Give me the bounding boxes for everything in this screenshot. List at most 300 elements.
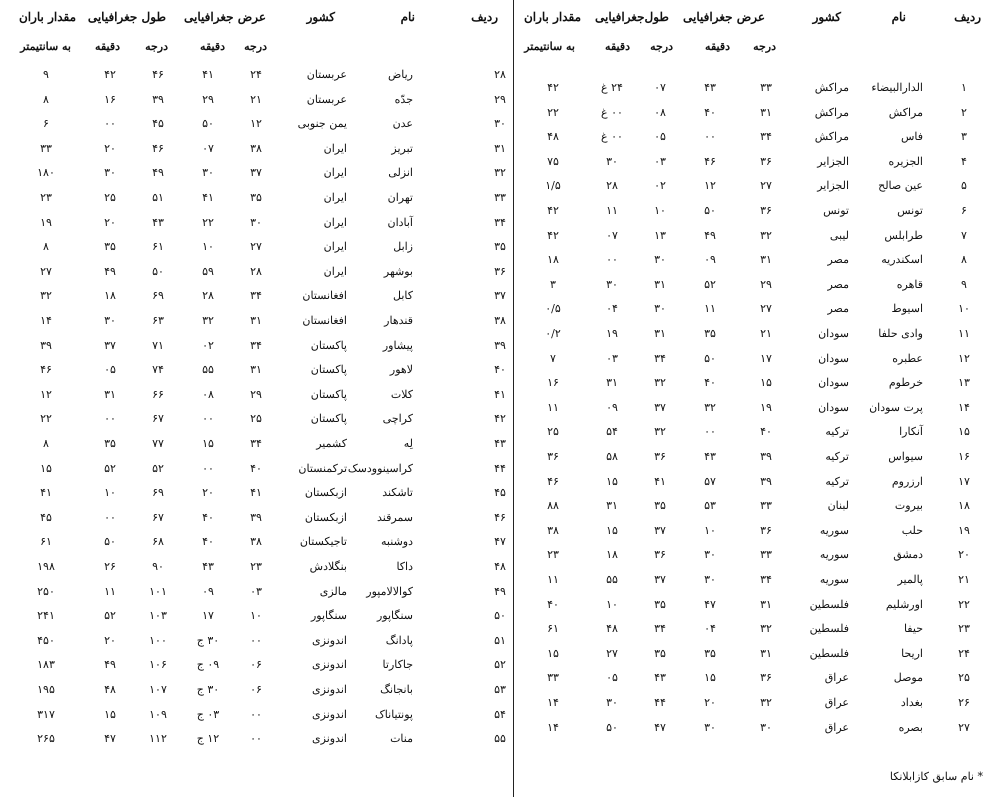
- table-row: [0, 634, 991, 654]
- cell-row-no: ۳۱: [494, 141, 506, 155]
- cell-country: ایران: [323, 191, 347, 204]
- cell-rainfall: ۴۲: [547, 81, 559, 94]
- cell-lon-degree: ۴۴: [654, 696, 666, 709]
- cell-city-name: جاکارتا: [382, 658, 413, 672]
- cell-lon-minute: ۲۷: [606, 646, 618, 660]
- cell-lat-minute: ۱۰: [202, 240, 214, 254]
- cell-lat-minute: ۵۵: [202, 363, 214, 377]
- cell-city-name: تبریز: [391, 141, 413, 155]
- cell-row-no: ۵: [961, 179, 967, 193]
- cell-city-name: کلات: [390, 387, 413, 401]
- cell-lon-minute: ۱۵: [606, 523, 618, 537]
- cell-lon-minute: ۳۱: [606, 499, 618, 513]
- cell-lat-degree: ۳۳: [760, 548, 772, 562]
- cell-lon-minute: ۰۰: [104, 510, 116, 524]
- cell-lon-minute: ۵۲: [104, 461, 116, 475]
- cell-lat-minute: ۲۲: [202, 215, 214, 229]
- footnote: * نام سابق کازابلانکا: [889, 770, 983, 783]
- cell-lon-degree: ۶۷: [152, 510, 164, 524]
- cell-city-name: داکا: [396, 560, 413, 573]
- cell-row-no: ۲۲: [958, 597, 970, 611]
- cell-rainfall: ۲۵: [547, 425, 559, 439]
- table-row: [0, 683, 991, 703]
- cell-lat-minute: ۳۰: [704, 573, 716, 586]
- cell-rainfall: ۱۸۰: [37, 166, 55, 180]
- cell-lat-minute: ۴۱: [202, 191, 214, 204]
- cell-row-no: ۹: [961, 277, 967, 291]
- cell-lon-degree: ۶۷: [152, 412, 164, 426]
- cell-lon-minute: ۴۸: [104, 683, 116, 696]
- cell-lon-degree: ۵۲: [152, 461, 164, 475]
- cell-rainfall: ۸۸: [547, 499, 559, 513]
- subheader-lat-degree-left: درجه: [244, 40, 267, 53]
- cell-country: ایران: [323, 141, 347, 155]
- cell-country: سودان: [818, 376, 849, 390]
- cell-lat-degree: ۳۱: [760, 253, 772, 267]
- cell-lon-degree: ۰۲: [654, 179, 666, 193]
- cell-lat-degree: ۱۰: [250, 609, 262, 623]
- cell-rainfall: ۶: [43, 117, 49, 131]
- cell-lon-degree: ۳۰: [654, 253, 666, 267]
- cell-lat-degree: ۳۶: [760, 523, 772, 537]
- cell-row-no: ۱۳: [958, 376, 970, 390]
- cell-rainfall: ۳: [550, 277, 556, 291]
- cell-lat-degree: ۲۹: [760, 277, 772, 291]
- cell-lat-degree: ۲۱: [760, 327, 772, 340]
- cell-city-name: زابل: [393, 240, 413, 254]
- cell-city-name: لاهور: [389, 363, 413, 377]
- cell-lon-minute: ۴۹: [104, 658, 116, 672]
- cell-rainfall: ۱۱: [547, 400, 559, 414]
- table-row: [0, 363, 991, 383]
- cell-lon-degree: ۰۸: [654, 105, 666, 119]
- cell-lon-degree: ۵۱: [152, 191, 164, 204]
- cell-lat-minute: ۱۲ ج: [196, 732, 220, 746]
- cell-lon-degree: ۶۶: [152, 387, 164, 401]
- cell-lon-minute: ۰۰ غ: [601, 130, 623, 144]
- cell-lon-minute: ۱۰: [606, 597, 618, 611]
- cell-row-no: ۱۴: [958, 400, 970, 414]
- table-row: [0, 486, 991, 506]
- cell-row-no: ۳۰: [494, 117, 506, 131]
- cell-lat-degree: ۳۲: [760, 696, 772, 709]
- cell-lon-minute: ۱۸: [104, 289, 116, 303]
- cell-lat-degree: ۳۰: [250, 215, 262, 229]
- cell-country: پاکستان: [310, 412, 347, 426]
- cell-rainfall: ۱/۵: [545, 179, 561, 193]
- cell-rainfall: ۴۵۰: [37, 633, 55, 647]
- subheader-lat-minute-right: دقیقه: [705, 40, 730, 53]
- cell-city-name: موصل: [893, 671, 923, 685]
- cell-country: فلسطین: [809, 622, 849, 636]
- cell-lat-minute: ۳۲: [704, 400, 716, 414]
- cell-lon-minute: ۴۷: [104, 732, 116, 746]
- cell-lat-degree: ۳۱: [760, 646, 772, 660]
- cell-rainfall: ۲۵۰: [37, 584, 55, 598]
- cell-lat-minute: ۱۲: [704, 179, 716, 193]
- cell-lat-minute: ۵۰: [704, 351, 716, 365]
- cell-lat-minute: ۰۹: [202, 584, 214, 598]
- cell-rainfall: ۳۸: [547, 523, 559, 537]
- cell-rainfall: ۸: [43, 437, 49, 450]
- cell-lat-degree: ۳۸: [250, 141, 262, 155]
- cell-lat-degree: ۰۰: [250, 633, 262, 647]
- cell-country: پاکستان: [310, 387, 347, 401]
- header-country-right: کشور: [812, 10, 841, 24]
- cell-lon-minute: ۱۵: [104, 707, 116, 721]
- cell-lat-degree: ۳۶: [760, 154, 772, 168]
- cell-lon-degree: ۳۲: [654, 425, 666, 439]
- cell-row-no: ۳۹: [494, 338, 506, 352]
- cell-lon-minute: ۳۷: [104, 338, 116, 352]
- cell-lon-degree: ۴۳: [152, 215, 164, 229]
- cell-city-name: لِه: [403, 437, 413, 450]
- cell-lat-minute: ۴۰: [704, 376, 716, 390]
- subheader-lon-minute-right: دقیقه: [605, 40, 630, 53]
- cell-city-name: عطبره: [892, 351, 923, 365]
- table-row: [0, 412, 991, 432]
- cell-rainfall: ۴۵: [40, 510, 52, 524]
- cell-city-name: آبادان: [387, 215, 413, 229]
- cell-lat-degree: ۱۹: [760, 400, 772, 414]
- cell-city-name: کراسینوودسک: [347, 461, 413, 475]
- header-rainfall-right: مقدار باران: [523, 10, 581, 24]
- cell-lon-degree: ۳۱: [654, 327, 666, 340]
- cell-row-no: ۳۲: [494, 166, 506, 180]
- cell-rainfall: ۶۱: [547, 622, 559, 636]
- header-name-left: نام: [400, 10, 415, 24]
- cell-row-no: ۱۸: [958, 499, 970, 513]
- cell-lat-degree: ۳۰: [760, 720, 772, 734]
- cell-lat-degree: ۰۳: [250, 584, 262, 598]
- cell-lat-degree: ۰۰: [250, 707, 262, 721]
- cell-country: الجزایر: [817, 154, 849, 168]
- cell-lat-minute: ۰۹ ج: [196, 658, 220, 672]
- cell-row-no: ۳۴: [494, 215, 506, 229]
- cell-city-name: پادانگ: [385, 633, 413, 647]
- cell-lon-degree: ۳۲: [654, 376, 666, 390]
- cell-lon-degree: ۰۵: [654, 130, 666, 144]
- cell-lat-minute: ۰۰: [704, 425, 716, 439]
- cell-lat-degree: ۴۱: [250, 486, 262, 500]
- cell-lon-degree: ۶۸: [152, 535, 164, 549]
- cell-lon-degree: ۱۰۳: [149, 609, 167, 623]
- cell-lon-minute: ۲۴ غ: [601, 81, 623, 94]
- cell-row-no: ۵۴: [494, 707, 506, 721]
- cell-lon-degree: ۳۰: [654, 302, 666, 316]
- cell-lon-degree: ۱۰۰: [149, 633, 167, 647]
- cell-rainfall: ۱۵: [547, 646, 559, 660]
- cell-rainfall: ۲۷: [40, 264, 52, 278]
- cell-city-name: قاهره: [896, 277, 923, 291]
- cell-lat-degree: ۳۵: [250, 191, 262, 204]
- cell-country: تونس: [823, 204, 849, 217]
- cell-lat-degree: ۱۵: [760, 376, 772, 390]
- table-row: [0, 732, 991, 752]
- cell-lat-degree: ۲۱: [250, 92, 262, 106]
- cell-lat-minute: ۲۰: [202, 486, 214, 500]
- cell-city-name: فاس: [900, 130, 923, 144]
- cell-country: پاکستان: [310, 363, 347, 377]
- cell-city-name: بانجانگ: [380, 683, 413, 696]
- cell-lon-minute: ۱۸: [606, 548, 618, 562]
- table-row: [0, 142, 991, 162]
- cell-lat-minute: ۳۰: [202, 166, 214, 180]
- header-longitude-right: طول‌جغرافیایی: [595, 10, 669, 24]
- cell-lat-degree: ۱۲: [250, 117, 262, 131]
- table-row: [0, 117, 991, 137]
- cell-row-no: ۲۷: [958, 720, 970, 734]
- cell-row-no: ۲۶: [958, 696, 970, 709]
- cell-lat-degree: ۳۱: [250, 363, 262, 377]
- cell-rainfall: ۱۴: [40, 314, 52, 327]
- cell-lat-minute: ۴۶: [704, 154, 716, 168]
- cell-lat-degree: ۳۷: [250, 166, 262, 180]
- cell-lat-degree: ۲۸: [250, 264, 262, 278]
- cell-lat-minute: ۵۰: [202, 117, 214, 131]
- cell-rainfall: ۲۲: [547, 105, 559, 119]
- cell-lat-degree: ۲۵: [250, 412, 262, 426]
- cell-country: عراق: [824, 671, 849, 685]
- cell-city-name: پونتیاناک: [374, 707, 413, 721]
- cell-lat-degree: ۳۴: [760, 130, 772, 144]
- subheader-lon-minute-left: دقیقه: [95, 40, 120, 53]
- cell-country: مصر: [827, 253, 849, 267]
- cell-country: اندونزی: [312, 658, 347, 672]
- cell-lon-minute: ۰۰: [104, 117, 116, 131]
- cell-city-name: تاشکند: [382, 486, 413, 500]
- cell-lon-minute: ۲۸: [606, 179, 618, 193]
- cell-lon-degree: ۷۱: [152, 338, 164, 352]
- cell-country: ترکمنستان: [298, 461, 347, 475]
- cell-lat-degree: ۳۱: [250, 314, 262, 327]
- cell-row-no: ۱۵: [958, 425, 970, 439]
- cell-lon-degree: ۱۰۱: [149, 584, 167, 598]
- cell-lat-degree: ۳۸: [250, 535, 262, 549]
- cell-lat-minute: ۴۰: [202, 535, 214, 549]
- cell-city-name: تهران: [387, 191, 413, 204]
- cell-country: مالزی: [319, 584, 347, 598]
- cell-rainfall: ۳۳: [547, 671, 559, 685]
- table-row: [0, 511, 991, 531]
- cell-city-name: سمرقند: [377, 510, 413, 524]
- cell-row-no: ۲۹: [494, 92, 506, 106]
- cell-country: سودان: [818, 351, 849, 365]
- cell-rainfall: ۴۶: [547, 474, 559, 488]
- cell-lat-minute: ۵۳: [704, 499, 716, 513]
- cell-row-no: ۲۸: [494, 68, 506, 81]
- cell-lat-minute: ۰۷: [202, 141, 214, 155]
- cell-lat-minute: ۴۱: [202, 68, 214, 81]
- cell-row-no: ۲: [961, 105, 967, 119]
- cell-rainfall: ۹: [43, 68, 49, 81]
- header-rainfall-left: مقدار باران: [18, 10, 76, 24]
- header-longitude-left: طول جغرافیایی: [87, 10, 166, 24]
- cell-city-name: اریحا: [901, 646, 923, 660]
- cell-lon-degree: ۴۷: [654, 720, 666, 734]
- cell-lat-degree: ۳۴: [250, 289, 262, 303]
- cell-row-no: ۴۸: [494, 560, 506, 573]
- cell-row-no: ۲۴: [958, 646, 970, 660]
- cell-lon-minute: ۱۰: [104, 486, 116, 500]
- cell-lon-minute: ۲۰: [104, 141, 116, 155]
- cell-country: سودان: [818, 327, 849, 340]
- cell-lat-degree: ۳۶: [760, 671, 772, 685]
- cell-rainfall: ۱۹۸: [37, 560, 55, 573]
- cell-lon-degree: ۹۰: [152, 560, 164, 573]
- cell-lat-minute: ۱۵: [202, 437, 214, 450]
- cell-lon-minute: ۳۱: [606, 376, 618, 390]
- table-row: [0, 289, 991, 309]
- cell-lat-degree: ۳۹: [760, 474, 772, 488]
- cell-rainfall: ۳۶: [547, 450, 559, 463]
- table-row: [0, 68, 991, 88]
- cell-lon-minute: ۳۰: [104, 166, 116, 180]
- cell-rainfall: ۸: [43, 240, 49, 254]
- cell-row-no: ۴۷: [494, 535, 506, 549]
- cell-lat-minute: ۰۰: [202, 461, 214, 475]
- cell-country: لیبی: [829, 228, 849, 242]
- cell-lon-minute: ۵۵: [606, 573, 618, 586]
- cell-row-no: ۱۷: [958, 474, 970, 488]
- table-row: [0, 560, 991, 580]
- cell-lon-minute: ۵۸: [606, 450, 618, 463]
- cell-city-name: طرابلس: [884, 228, 923, 242]
- cell-lon-minute: ۲۵: [104, 191, 116, 204]
- cell-lat-minute: ۴۰: [704, 105, 716, 119]
- table-row: [0, 265, 991, 285]
- header-name-right: نام: [891, 10, 906, 24]
- cell-lat-degree: ۰۶: [250, 683, 262, 696]
- cell-row-no: ۵۰: [494, 609, 506, 623]
- cell-lat-minute: ۳۰: [704, 548, 716, 562]
- cell-row-no: ۴۳: [494, 437, 506, 450]
- header-latitude-right: عرض جغرافیایی: [683, 10, 765, 24]
- cell-country: سودان: [818, 400, 849, 414]
- table-row: [0, 240, 991, 260]
- cell-lon-degree: ۶۹: [152, 289, 164, 303]
- cell-rainfall: ۳۲: [40, 289, 52, 303]
- cell-row-no: ۳۵: [494, 240, 506, 254]
- cell-country: ترکیه: [825, 425, 849, 439]
- cell-lon-minute: ۴۲: [104, 68, 116, 81]
- cell-city-name: انزلی: [388, 166, 413, 180]
- cell-lon-degree: ۳۵: [654, 597, 666, 611]
- cell-lon-degree: ۶۹: [152, 486, 164, 500]
- cell-row-no: ۱۰: [958, 302, 970, 316]
- cell-lon-minute: ۱۱: [104, 584, 116, 598]
- cell-lat-minute: ۱۰: [704, 523, 716, 537]
- cell-lon-degree: ۴۱: [654, 474, 666, 488]
- cell-lat-degree: ۳۱: [760, 597, 772, 611]
- cell-rainfall: ۱۴: [547, 696, 559, 709]
- cell-row-no: ۲۵: [958, 671, 970, 685]
- cell-city-name: پالمیر: [897, 573, 923, 586]
- cell-lon-degree: ۳۷: [654, 573, 666, 586]
- cell-city-name: عین صالح: [878, 179, 923, 193]
- cell-rainfall: ۱۸۳: [37, 658, 55, 672]
- cell-city-name: الدارالبیضاء: [871, 81, 923, 94]
- cell-rainfall: ۳۹: [40, 338, 52, 352]
- cell-lon-degree: ۷۴: [152, 363, 164, 377]
- cell-country: فلسطین: [809, 646, 849, 660]
- cell-city-name: الجزیره: [888, 154, 923, 168]
- cell-lon-minute: ۴۹: [104, 264, 116, 278]
- cell-lon-minute: ۱۶: [104, 92, 116, 106]
- cell-country: افغانستان: [302, 314, 347, 327]
- cell-rainfall: ۰/۵: [545, 302, 561, 316]
- cell-country: پاکستان: [310, 338, 347, 352]
- cell-country: بنگلادش: [309, 560, 347, 573]
- cell-country: اندونزی: [312, 707, 347, 721]
- cell-rainfall: ۲۲: [40, 412, 52, 426]
- cell-country: اندونزی: [312, 732, 347, 746]
- cell-rainfall: ۴۶: [40, 363, 52, 377]
- cell-lat-degree: ۳۴: [250, 437, 262, 450]
- cell-lat-minute: ۵۰: [704, 204, 716, 217]
- cell-country: افغانستان: [302, 289, 347, 303]
- cell-row-no: ۶: [961, 204, 967, 217]
- subheader-unit-right: به سانتیمتر: [524, 40, 575, 53]
- cell-rainfall: ۱۴: [547, 720, 559, 734]
- cell-country: یمن جنوبی: [297, 117, 347, 131]
- cell-rainfall: ۱۹۵: [37, 683, 55, 696]
- cell-rainfall: ۱۶: [547, 376, 559, 390]
- cell-lon-degree: ۳۵: [654, 646, 666, 660]
- cell-rainfall: ۲۶۵: [37, 732, 55, 746]
- cell-city-name: بیروت: [894, 499, 923, 513]
- cell-lon-minute: ۵۴: [606, 425, 618, 439]
- cell-lat-minute: ۵۲: [704, 277, 716, 291]
- cell-lat-degree: ۳۹: [760, 450, 772, 463]
- cell-city-name: حیفا: [903, 622, 923, 636]
- cell-lon-minute: ۳۰: [606, 154, 618, 168]
- table-row: [0, 708, 991, 728]
- cell-lon-degree: ۱۰۷: [149, 683, 167, 696]
- cell-city-name: اورشلیم: [885, 597, 923, 611]
- cell-lon-minute: ۰۰: [104, 412, 116, 426]
- cell-lon-minute: ۵۲: [104, 609, 116, 623]
- header-latitude-left: عرض جغرافیایی: [184, 10, 266, 24]
- cell-country: اندونزی: [312, 683, 347, 696]
- cell-lat-degree: ۴۰: [760, 425, 772, 439]
- cell-lat-degree: ۰۶: [250, 658, 262, 672]
- cell-lat-degree: ۳۱: [760, 105, 772, 119]
- cell-city-name: سنگاپور: [376, 609, 413, 623]
- cell-lat-minute: ۲۰: [704, 696, 716, 709]
- cell-rainfall: ۴۲: [547, 228, 559, 242]
- cell-city-name: بوشهر: [383, 264, 413, 278]
- cell-lon-degree: ۳۶: [654, 450, 666, 463]
- cell-city-name: سیواس: [888, 450, 923, 463]
- cell-lon-minute: ۳۱: [104, 387, 116, 401]
- cell-rainfall: ۷: [550, 351, 556, 365]
- cell-lat-degree: ۲۷: [250, 240, 262, 254]
- cell-country: ازبکستان: [304, 510, 347, 524]
- cell-lat-degree: ۱۷: [760, 351, 772, 365]
- cell-lon-minute: ۳۰: [606, 696, 618, 709]
- cell-lat-minute: ۰۹: [704, 253, 716, 267]
- cell-lat-minute: ۱۷: [202, 609, 214, 623]
- cell-country: مراکش: [814, 130, 849, 144]
- cell-country: مراکش: [814, 81, 849, 94]
- cell-lon-minute: ۰۷: [606, 228, 618, 242]
- cell-lat-minute: ۴۰: [202, 510, 214, 524]
- cell-city-name: وادی حلفا: [878, 327, 923, 340]
- cell-city-name: خرطوم: [888, 376, 923, 390]
- cell-lat-minute: ۰۴: [704, 622, 716, 636]
- cell-lon-degree: ۳۶: [654, 548, 666, 562]
